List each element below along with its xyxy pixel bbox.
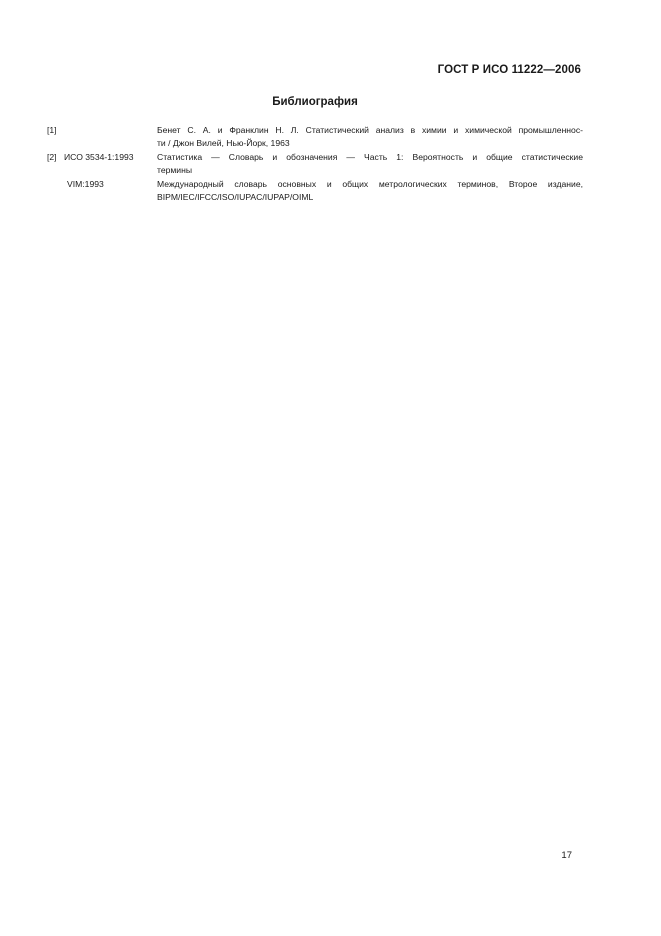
- page-number: 17: [561, 850, 572, 861]
- bibliography-entry-3: [47, 178, 583, 205]
- entry-text: [157, 178, 583, 205]
- entry-text-line: Статистика — Словарь и обозначения — Часть 1: Вероятность и общие статистические: [157, 151, 583, 162]
- entry-number: [1]: [47, 125, 57, 135]
- bibliography-list: [47, 124, 583, 204]
- entry-text-line: BIPM/IEC/IFCC/ISO/IUPAC/IUPAP/OIML: [157, 192, 314, 203]
- entry-text-line: Бенет С. А. и Франклин Н. Л. Статистический анализ в химии и химической промышленнос-: [157, 125, 583, 135]
- entry-text: [157, 151, 583, 178]
- entry-reference: VIM:1993: [67, 178, 104, 189]
- bibliography-entry-1: [47, 124, 583, 151]
- document-header: ГОСТ Р ИСО 11222—2006: [437, 64, 581, 76]
- entry-number: [2]: [47, 151, 57, 162]
- entry-text: [157, 124, 583, 151]
- entry-text-line: ти / Джон Вилей, Нью-Йорк, 1963: [157, 138, 290, 149]
- entry-reference: ИСО 3534-1:1993: [64, 151, 134, 162]
- entry-text-line: термины: [157, 165, 193, 176]
- bibliography-entry-2: [47, 151, 583, 178]
- bibliography-title: Библиография: [272, 96, 358, 108]
- entry-text-line: Международный словарь основных и общих метрологических терминов, Второе издание,: [157, 178, 583, 189]
